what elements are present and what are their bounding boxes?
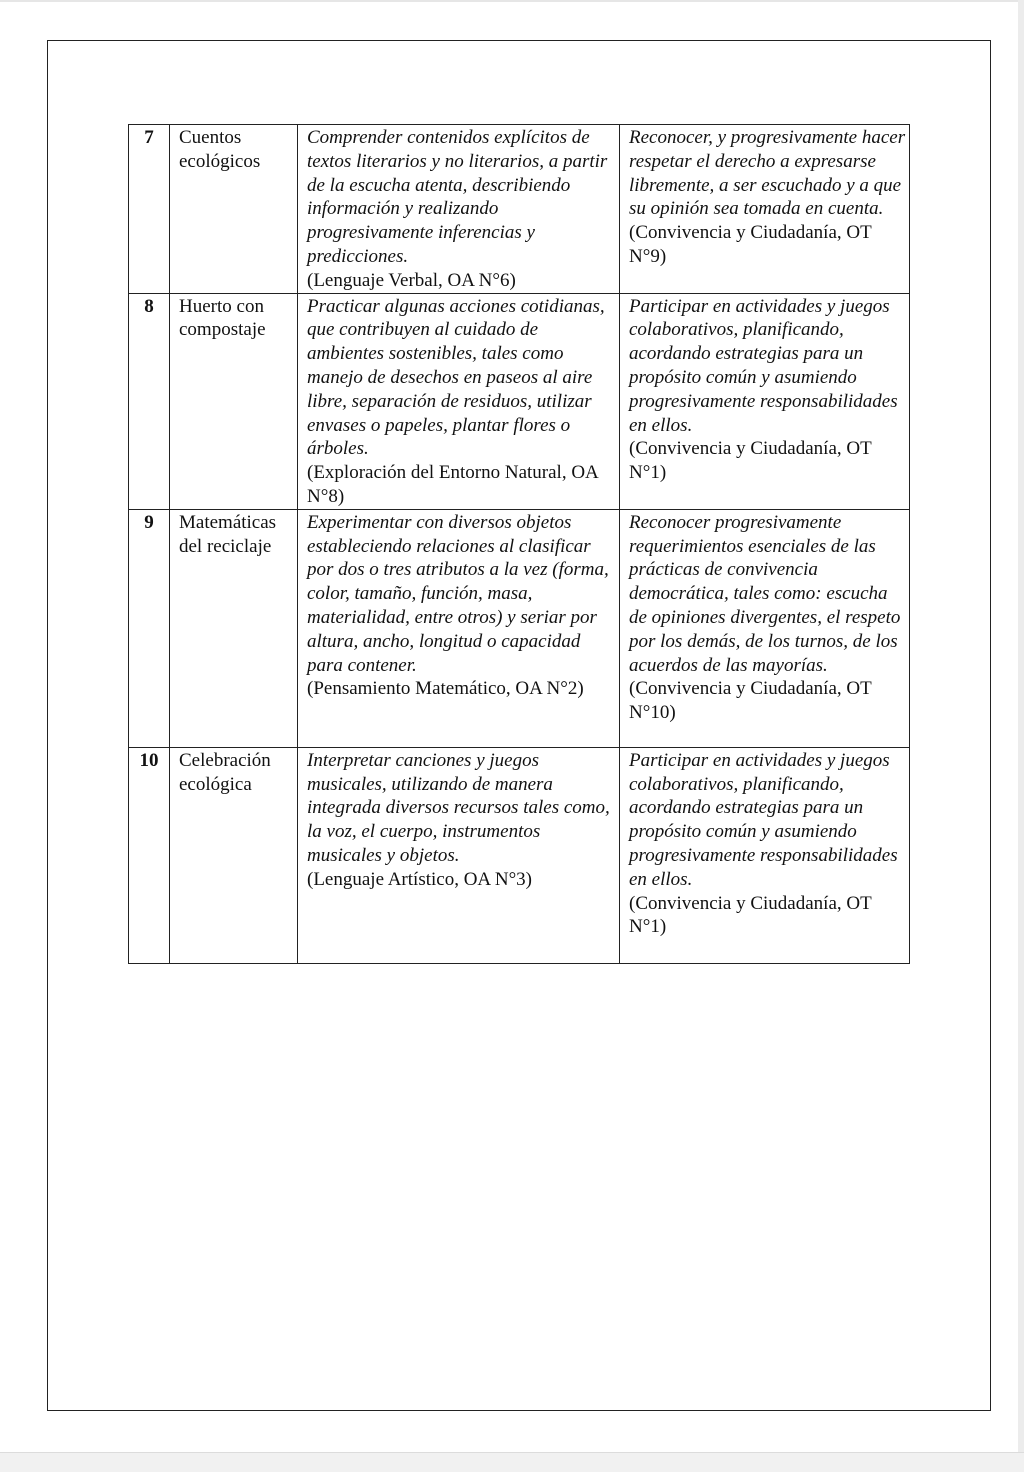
learning-objective-text: Interpretar canciones y juegos musicales, utilizando de manera integrada diversos recursos tales como, la voz, el cuerpo, instrumentos musicales y objetos. xyxy=(307,749,610,866)
transversal-objective-cell xyxy=(620,509,910,747)
transversal-objective-cell xyxy=(620,125,910,294)
transversal-objective-text: Participar en actividades y juegos colaborativos, planificando, acordando estrategias para un propósito común y asumiendo progresivamente responsabilidades en ellos. xyxy=(629,749,898,890)
transversal-objective-reference: (Convivencia y Ciudadanía, OT N°1) xyxy=(629,892,872,938)
transversal-objective-reference: (Convivencia y Ciudadanía, OT N°10) xyxy=(629,678,872,724)
row-number: 10 xyxy=(129,747,170,963)
learning-objective-cell xyxy=(298,125,620,294)
row-number: 7 xyxy=(129,125,170,294)
viewer-right-edge xyxy=(1018,0,1024,1472)
table-row xyxy=(129,509,910,747)
learning-objective-cell xyxy=(298,747,620,963)
learning-objective-text: Experimentar con diversos objetos estableciendo relaciones al clasificar por dos o tres atributos a la vez (forma, color, tamaño, función, masa, materialidad, entre otros) y seriar por altura, ancho, longitud o capacidad para contener. xyxy=(307,511,609,676)
learning-objective-text: Comprender contenidos explícitos de textos literarios y no literarios, a partir de la escucha atenta, describiendo información y realizando progresivamente inferencias y predicciones. xyxy=(307,127,608,267)
transversal-objective-reference: (Convivencia y Ciudadanía, OT N°9) xyxy=(629,222,872,267)
row-number: 8 xyxy=(129,293,170,509)
transversal-objective-reference: (Convivencia y Ciudadanía, OT N°1) xyxy=(629,438,872,484)
learning-objective-reference: (Exploración del Entorno Natural, OA N°8) xyxy=(307,462,598,507)
transversal-objective-text: Reconocer progresivamente requerimientos esenciales de las prácticas de convivencia democrática, tales como: escucha de opiniones divergentes, el respeto por los demás, de los turnos, de los acuerdos de las mayorías. xyxy=(629,511,901,676)
learning-objective-reference: (Lenguaje Verbal, OA N°6) xyxy=(307,269,516,291)
transversal-objective-cell xyxy=(620,293,910,509)
activity-name: Cuentos ecológicos xyxy=(170,125,298,294)
activity-name: Matemáticas del reciclaje xyxy=(170,509,298,747)
activity-name: Huerto con compostaje xyxy=(170,293,298,509)
table-row xyxy=(129,293,910,509)
row-number: 9 xyxy=(129,509,170,747)
learning-objective-text: Practicar algunas acciones cotidianas, que contribuyen al cuidado de ambientes sostenibles, tales como manejo de desechos en paseos al aire libre, separación de residuos, utilizar envases o papeles, plantar flores o árboles. xyxy=(307,295,605,460)
transversal-objective-text: Reconocer, y progresivamente hacer respetar el derecho a expresarse libremente, a ser escuchado y a que su opinión sea tomada en cuenta. xyxy=(629,127,906,220)
transversal-objective-cell xyxy=(620,747,910,963)
learning-objective-cell xyxy=(298,509,620,747)
viewer-top-edge xyxy=(0,0,1024,2)
table-row xyxy=(129,747,910,963)
learning-objective-cell xyxy=(298,293,620,509)
activities-table xyxy=(128,124,910,964)
viewer-bottom-edge xyxy=(0,1452,1024,1472)
learning-objective-reference: (Pensamiento Matemático, OA N°2) xyxy=(307,678,584,700)
table-row xyxy=(129,125,910,294)
learning-objective-reference: (Lenguaje Artístico, OA N°3) xyxy=(307,868,532,890)
transversal-objective-text: Participar en actividades y juegos colaborativos, planificando, acordando estrategias para un propósito común y asumiendo progresivamente responsabilidades en ellos. xyxy=(629,295,898,436)
activity-name: Celebración ecológica xyxy=(170,747,298,963)
